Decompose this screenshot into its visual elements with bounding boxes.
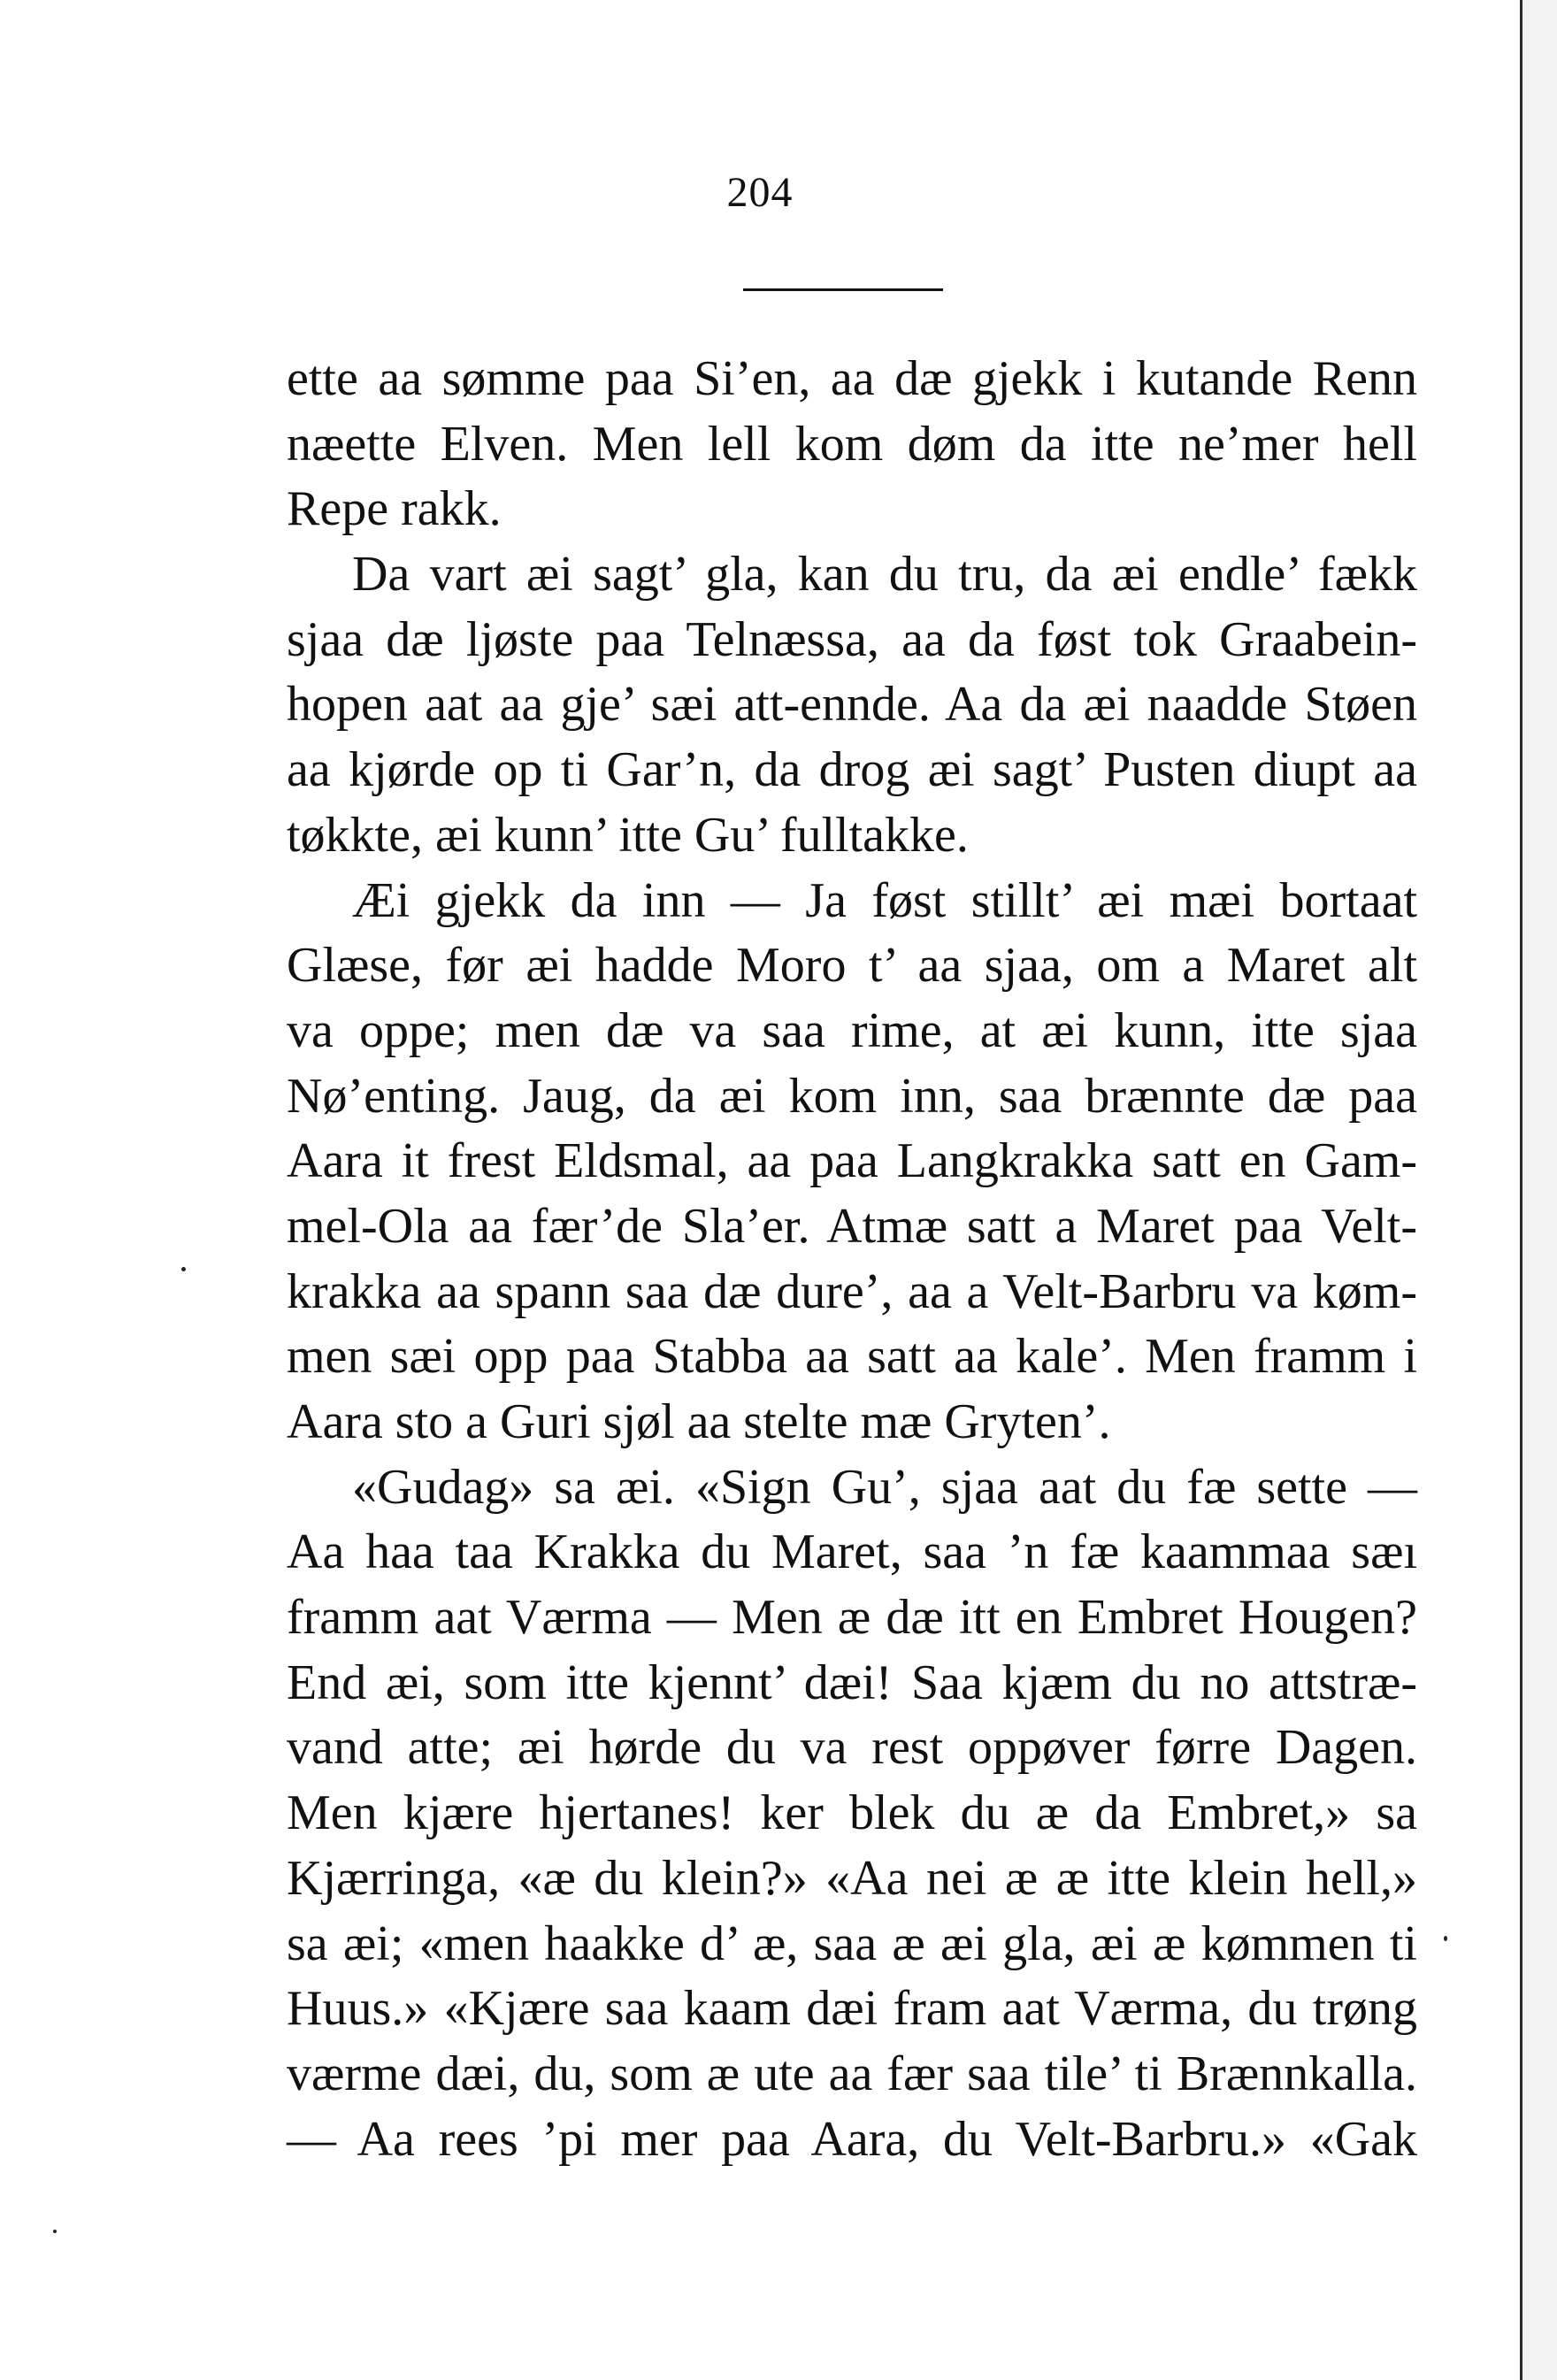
text-line: va oppe; men dæ va saa rime, at æi kunn, itte sjaa bbox=[287, 1002, 1417, 1058]
print-speck bbox=[1444, 1936, 1447, 1941]
text-line: framm aat Værma — Men æ dæ itt en Embret Hougen? bbox=[287, 1590, 1417, 1646]
header-rule bbox=[743, 288, 943, 291]
text-line: Kjærringa, «æ du klein?» «Aa nei æ æ itte klein hell,» bbox=[287, 1850, 1417, 1906]
text-line: Aara it frest Eldsmal, aa paa Langkrakka satt en Gam- bbox=[287, 1133, 1417, 1189]
text-line: Æi gjekk da inn — Ja føst stillt’ æi mæi bortaat bbox=[352, 872, 1417, 928]
text-line: — Aa rees ’pi mer paa Aara, du Velt-Barbru.» «Gak bbox=[287, 2111, 1417, 2167]
text-line: Da vart æi sagt’ gla, kan du tru, da æi endle’ fækk bbox=[352, 547, 1417, 603]
text-line: «Gudag» sa æi. «Sign Gu’, sjaa aat du fæ sette — bbox=[352, 1459, 1417, 1515]
text-line: Huus.» «Kjære saa kaam dæi fram aat Værma, du trøng bbox=[287, 1981, 1417, 2037]
text-line: næette Elven. Men lell kom døm da itte ne’mer hell bbox=[287, 416, 1417, 472]
text-line: tøkkte, æi kunn’ itte Gu’ fulltakke. bbox=[287, 807, 969, 863]
page-number: 204 bbox=[726, 169, 794, 216]
text-line: Glæse, før æi hadde Moro t’ aa sjaa, om a Maret alt bbox=[287, 938, 1417, 994]
text-line: Aara sto a Guri sjøl aa stelte mæ Gryten’. bbox=[287, 1394, 1111, 1449]
text-line: krakka aa spann saa dæ dure’, aa a Velt-Barbru va køm- bbox=[287, 1263, 1417, 1319]
text-line: Nø’enting. Jaug, da æi kom inn, saa brænnte dæ paa bbox=[287, 1068, 1417, 1124]
text-line: vand atte; æi hørde du va rest oppøver førre Dagen. bbox=[287, 1720, 1417, 1776]
text-line: Men kjære hjertanes! ker blek du æ da Embret,» sa bbox=[287, 1785, 1417, 1841]
text-line: sa æi; «men haakke d’ æ, saa æ æi gla, æi æ kømmen ti bbox=[287, 1916, 1417, 1971]
text-line: værme dæi, du, som æ ute aa fær saa tile’ ti Brænnkalla. bbox=[287, 2046, 1417, 2101]
text-line: men sæi opp paa Stabba aa satt aa kale’. Men framm i bbox=[287, 1329, 1417, 1385]
text-line: Aa haa taa Krakka du Maret, saa ’n fæ kaammaa sæı bbox=[287, 1524, 1417, 1580]
text-line: sjaa dæ ljøste paa Telnæssa, aa da føst tok Graabein- bbox=[287, 611, 1417, 667]
text-line: ette aa sømme paa Si’en, aa dæ gjekk i kutande Renn bbox=[287, 351, 1417, 406]
text-line: hopen aat aa gje’ sæi att-ennde. Aa da æi naadde Støen bbox=[287, 677, 1417, 733]
text-line: mel-Ola aa fær’de Sla’er. Atmæ satt a Maret paa Velt- bbox=[287, 1198, 1417, 1254]
body-text bbox=[287, 347, 1417, 2172]
print-speck bbox=[181, 1267, 186, 1271]
print-speck bbox=[53, 2230, 57, 2233]
text-line: Repe rakk. bbox=[287, 481, 502, 537]
text-line: aa kjørde op ti Gar’n, da drog æi sagt’ Pusten diupt aa bbox=[287, 742, 1417, 798]
text-line: End æi, som itte kjennt’ dæi! Saa kjæm du no attstræ- bbox=[287, 1654, 1417, 1710]
